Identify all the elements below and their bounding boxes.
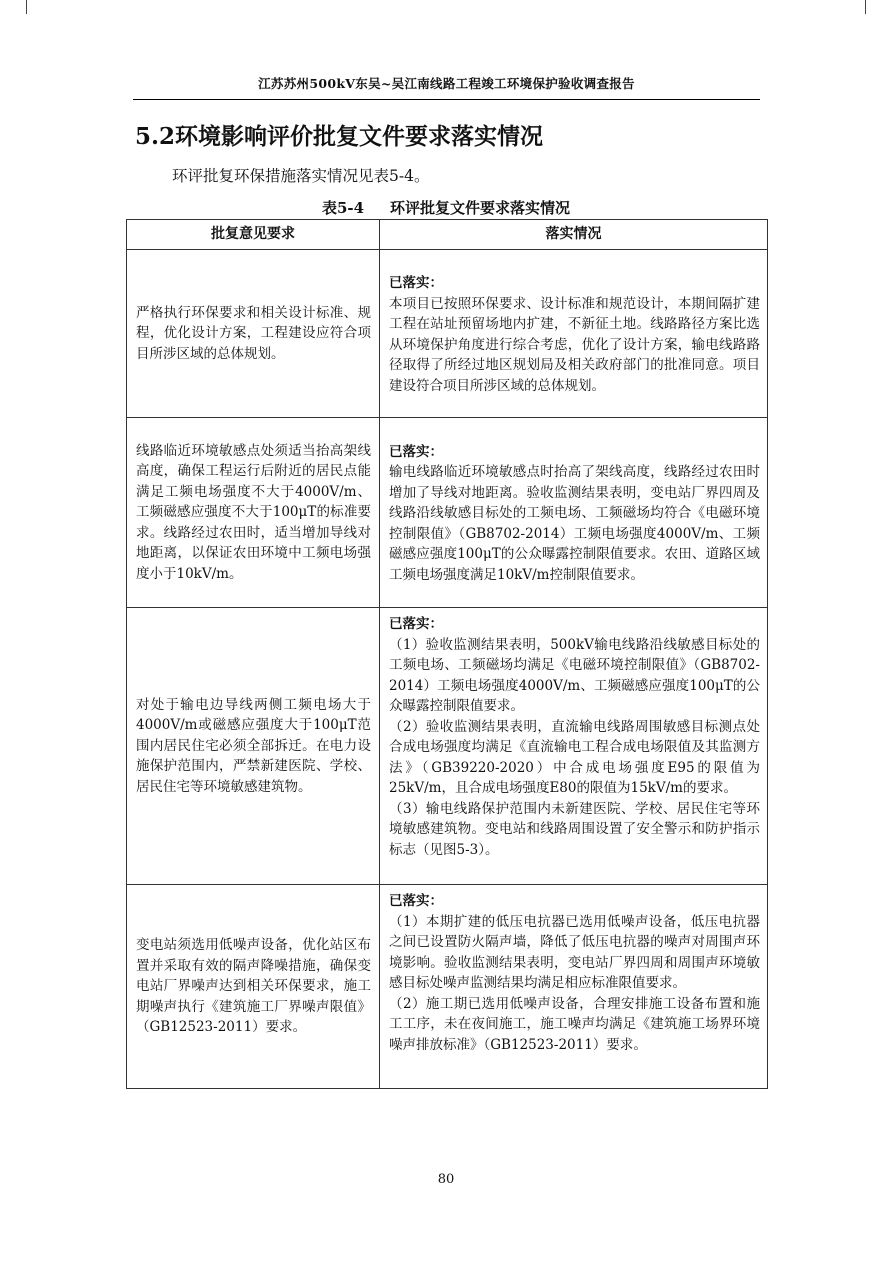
status-label: 已落实： (389, 893, 443, 909)
header-implementation: 落实情况 (380, 220, 768, 250)
section-title: 5.2环境影响评价批复文件要求落实情况 (135, 123, 544, 150)
status-label: 已落实： (389, 616, 443, 632)
implementation-text: （3）输电线路保护范围内未新建医院、学校、居民住宅等环境敏感建筑物。变电站和线路周围设置了安全警示和防护指示标志（见图5-3）。 (389, 800, 760, 858)
requirement-cell: 对处于输电边导线两侧工频电场大于4000V/m或磁感应强度大于100μT范围内居民住宅必须全部拆迁。在电力设施保护范围内，严禁新建医院、学校、居民住宅等环境敏感建筑物。 (127, 608, 380, 885)
implementation-text: 输电线路临近环境敏感点时抬高了架线高度，线路经过农田时增加了导线对地距离。验收监测结果表明，变电站厂界四周及线路沿线敏感目标处的工频电场、工频磁场均符合《电磁环境控制限值》（GB8702-2014）工频电场强度4000V/m、工频磁感应强度100μT的公众曝露控制限值要求。农田、道路区域工频电场强度满足10kV/m控制限值要求。 (389, 464, 760, 583)
table-caption-text: 环评批复文件要求落实情况 (390, 199, 571, 217)
table-caption-number: 表5-4 (321, 199, 365, 217)
implementation-text: （2）验收监测结果表明，直流输电线路周围敏感目标测点处合成电场强度均满足《直流输电工程合成电场限值及其监测方法》（GB39220-2020）中合成电场强度E95的限值为25kV/m，且合成电场强度E80的限值为15kV/m的要求。 (389, 718, 760, 796)
table-row (127, 608, 768, 885)
implementation-text: （1）验收监测结果表明，500kV输电线路沿线敏感目标处的工频电场、工频磁场均满足《电磁环境控制限值》（GB8702-2014）工频电场强度4000V/m、工频磁感应强度100μT的公众曝露控制限值要求。 (389, 636, 760, 714)
implementation-text: （1）本期扩建的低压电抗器已选用低噪声设备，低压电抗器之间已设置防火隔声墙，降低了低压电抗器的噪声对周围声环境影响。验收监测结果表明，变电站厂界四周和周围声环境敏感目标处噪声监测结果均满足相应标准限值要求。 (389, 913, 760, 991)
implementation-cell (380, 250, 768, 418)
table-header-row (127, 220, 768, 250)
intro-paragraph: 环评批复环保措施落实情况见表5-4。 (172, 167, 430, 185)
table-row (127, 250, 768, 418)
status-label: 已落实： (389, 275, 443, 291)
implementation-text: （2）施工期已选用低噪声设备，合理安排施工设备布置和施工工序，未在夜间施工，施工噪声均满足《建筑施工场界环境噪声排放标准》（GB12523-2011）要求。 (389, 995, 760, 1053)
requirement-cell: 严格执行环保要求和相关设计标准、规程，优化设计方案，工程建设应符合项目所涉区域的总体规划。 (127, 250, 380, 418)
crop-mark-left (26, 0, 27, 14)
table-caption (126, 197, 766, 218)
requirement-cell: 变电站须选用低噪声设备，优化站区布置并采取有效的隔声降噪措施，确保变电站厂界噪声达到相关环保要求，施工期噪声执行《建筑施工厂界噪声限值》（GB12523-2011）要求。 (127, 885, 380, 1089)
crop-mark-right (865, 0, 866, 14)
implementation-cell (380, 608, 768, 885)
implementation-cell (380, 885, 768, 1089)
implementation-cell (380, 418, 768, 608)
header-requirement: 批复意见要求 (127, 220, 380, 250)
requirements-table (126, 219, 768, 1089)
table-row (127, 885, 768, 1089)
implementation-text: 本项目已按照环保要求、设计标准和规范设计，本期间隔扩建工程在站址预留场地内扩建，不新征土地。线路路径方案比选从环境保护角度进行综合考虑，优化了设计方案，输电线路路径取得了所经过地区规划局及相关政府部门的批准同意。项目建设符合项目所涉区域的总体规划。 (389, 295, 760, 394)
header-rule (133, 99, 760, 100)
requirement-cell: 线路临近环境敏感点处须适当抬高架线高度，确保工程运行后附近的居民点能满足工频电场强度不大于4000V/m、工频磁感应强度不大于100μT的标准要求。线路经过农田时，适当增加导线对地距离，以保证农田环境中工频电场强度小于10kV/m。 (127, 418, 380, 608)
page-number: 80 (437, 1172, 455, 1187)
running-header: 江苏苏州500kV东吴~吴江南线路工程竣工环境保护验收调查报告 (258, 76, 635, 91)
status-label: 已落实： (389, 443, 443, 460)
table-row (127, 418, 768, 608)
